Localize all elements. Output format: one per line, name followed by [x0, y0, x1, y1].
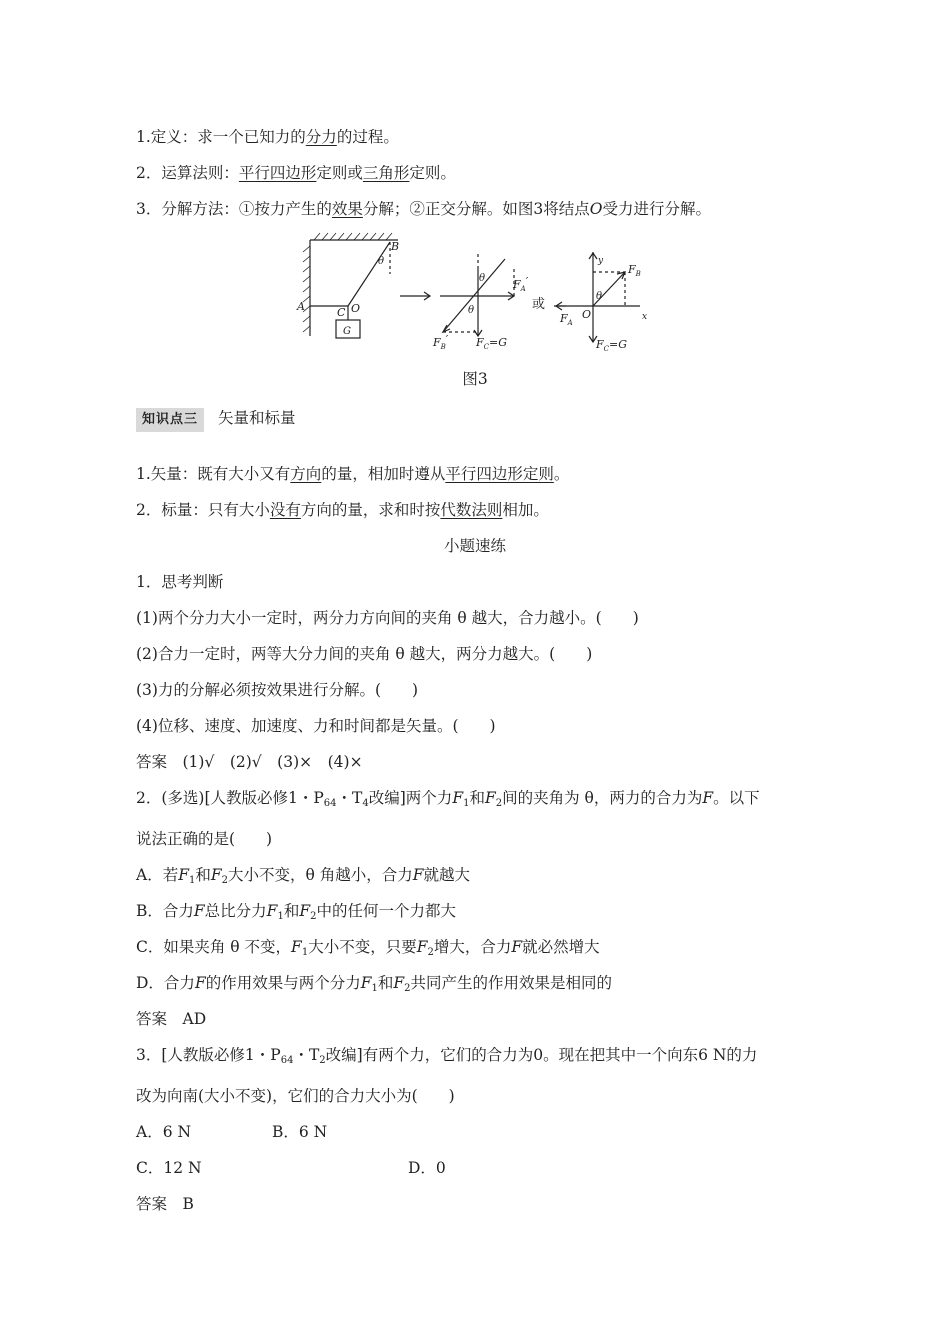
label-x: x — [642, 312, 648, 322]
q2-option-c: C．如果夹角 θ 不变，F1大小不变，只要F2增大，合力F就必然增大 — [136, 938, 600, 958]
q3-option-b: B．6 N — [272, 1123, 328, 1141]
q1-title: 1．思考判断 — [136, 573, 224, 591]
q1-item: (3)力的分解必须按效果进行分解。( ) — [136, 681, 419, 699]
q1-item: (4)位移、速度、加速度、力和时间都是矢量。( ) — [136, 717, 496, 735]
label-theta: θ — [378, 256, 385, 267]
q2-option-a: A．若F1和F2大小不变，θ 角越小，合力F就越大 — [136, 866, 471, 886]
q1-item: (2)合力一定时，两等大分力间的夹角 θ 越大，两分力越大。( ) — [136, 645, 593, 663]
scalar-line: 2．标量：只有大小没有方向的量，求和时按代数法则相加。 — [136, 501, 549, 519]
label-o: O — [351, 302, 361, 315]
rule-line: 2．运算法则：平行四边形定则或三角形定则。 — [136, 164, 456, 182]
q3-answer: 答案 B — [136, 1195, 194, 1213]
label-fb: $F_B$ — [628, 263, 641, 278]
label-g: G — [343, 326, 351, 337]
q3-stem: 3．[人教版必修1・P64・T2改编]有两个力，它们的合力为0。现在把其中一个向东6 N的力 — [136, 1046, 758, 1066]
definition-line: 1.定义：求一个已知力的分力的过程。 — [136, 128, 399, 146]
method-line: 3．分解方法：①按力产生的效果分解；②正交分解。如图3将结点O受力进行分解。 — [136, 200, 711, 218]
q3-stem-2: 改为向南(大小不变)，它们的合力大小为( ) — [136, 1087, 455, 1105]
q1-item: (1)两个分力大小一定时，两分力方向间的夹角 θ 越大，合力越小。( ) — [136, 609, 639, 627]
label-fb-prime: $F_B'$ — [433, 333, 449, 351]
q1-answer: 答案 (1)√ (2)√ (3)× (4)× — [136, 753, 363, 771]
label-fc-g: $F_C=G$ — [476, 336, 508, 351]
q2-option-b: B．合力F总比分力F1和F2中的任何一个力都大 — [136, 902, 456, 922]
label-or: 或 — [532, 297, 546, 312]
label-fa: $F_A$ — [560, 312, 573, 327]
q2-answer: 答案 AD — [136, 1010, 207, 1028]
label-fc-g-right: $F_C=G$ — [596, 338, 628, 353]
label-c: C — [337, 306, 346, 319]
q2-stem-2: 说法正确的是( ) — [136, 830, 273, 848]
q3-option-c: C．12 N — [136, 1159, 202, 1177]
label-theta-mid2: θ — [468, 305, 475, 316]
vector-line: 1.矢量：既有大小又有方向的量，相加时遵从平行四边形定则。 — [136, 465, 570, 483]
label-theta-right: θ — [596, 291, 603, 302]
label-b: B — [391, 240, 400, 253]
q3-option-d: D．0 — [408, 1159, 446, 1177]
label-y: y — [598, 256, 604, 266]
q2-stem: 2．(多选)[人教版必修1・P64・T4改编]两个力F1和F2间的夹角为 θ，两力的合力为F。以下 — [136, 789, 760, 809]
q2-option-d: D．合力F的作用效果与两个分力F1和F2共同产生的作用效果是相同的 — [136, 974, 613, 994]
section-tag: 知识点三 — [136, 408, 204, 432]
label-a: A — [297, 300, 305, 313]
section-heading — [136, 407, 296, 432]
force-decomposition-figure — [290, 226, 670, 356]
section-title: 矢量和标量 — [218, 409, 296, 427]
label-theta-mid: θ — [479, 273, 486, 284]
figure-caption: 图3 — [462, 370, 488, 388]
practice-heading: 小题速练 — [443, 537, 506, 555]
label-fa-prime: $F_A'$ — [513, 275, 529, 293]
q3-option-a: A．6 N — [136, 1123, 192, 1141]
label-o2: O — [582, 308, 592, 321]
